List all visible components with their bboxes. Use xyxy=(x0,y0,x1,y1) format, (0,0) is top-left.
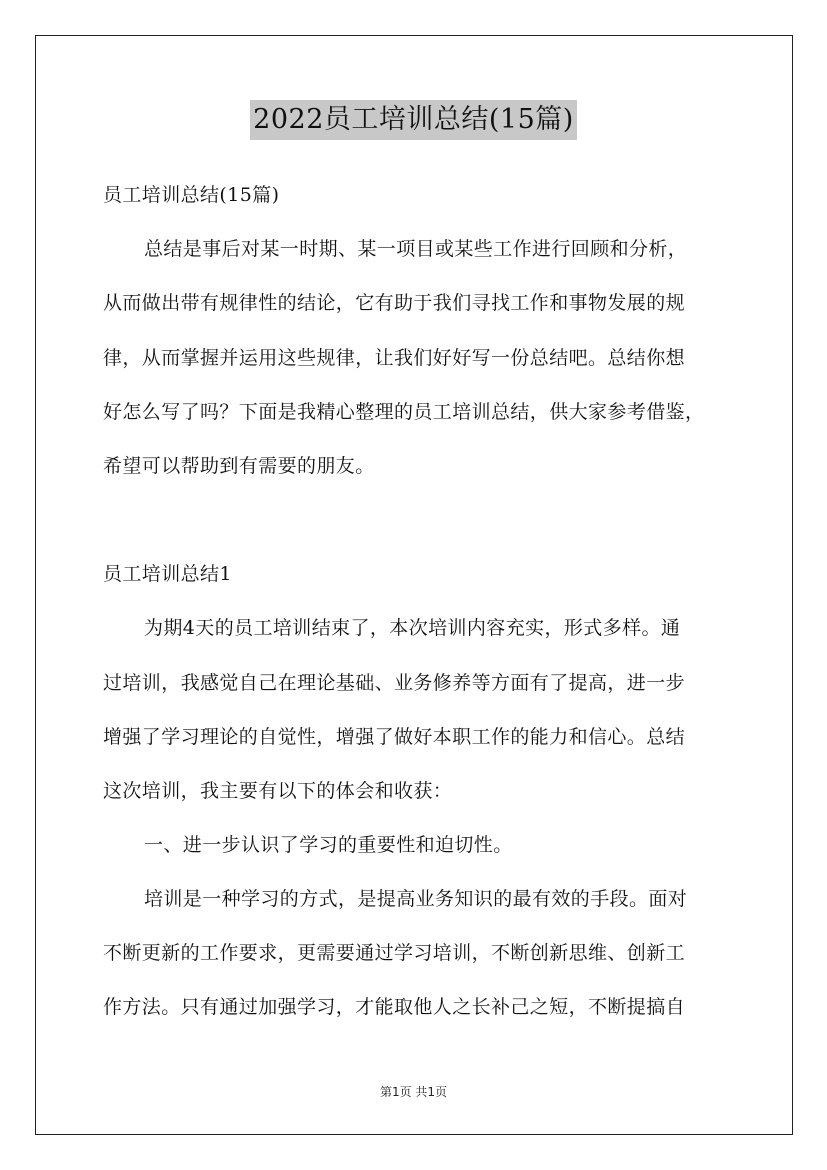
paragraph-line: 培训是一种学习的方式，是提高业务知识的最有效的手段。面对 xyxy=(144,888,688,910)
paragraph-line: 希望可以帮助到有需要的朋友。 xyxy=(103,455,375,477)
paragraph-line: 过培训，我感觉自己在理论基础、业务修养等方面有了提高，进一步 xyxy=(103,672,686,694)
paragraph-line: 作方法。只有通过加强学习，才能取他人之长补己之短，不断提搞自 xyxy=(103,996,686,1018)
paragraph-line: 为期4天的员工培训结束了，本次培训内容充实，形式多样。通 xyxy=(144,617,681,639)
paragraph-line: 总结是事后对某一时期、某一项目或某些工作进行回顾和分析， xyxy=(144,238,688,260)
page-footer: 第1页 共1页 xyxy=(379,1085,448,1099)
paragraph-line: 从而做出带有规律性的结论，它有助于我们寻找工作和事物发展的规 xyxy=(103,292,686,314)
paragraph-line: 增强了学习理论的自觉性，增强了做好本职工作的能力和信心。总结 xyxy=(103,726,686,748)
section-heading: 员工培训总结1 xyxy=(103,563,232,585)
title-container xyxy=(0,100,827,140)
subheading-line: 一、进一步认识了学习的重要性和迫切性。 xyxy=(144,834,513,856)
paragraph-line: 不断更新的工作要求，更需要通过学习培训，不断创新思维、创新工 xyxy=(103,942,686,964)
paragraph-line: 律，从而掌握并运用这些规律，让我们好好写一份总结吧。总结你想 xyxy=(103,347,686,369)
subtitle-line: 员工培训总结(15篇) xyxy=(103,184,280,206)
paragraph-line: 这次培训，我主要有以下的体会和收获： xyxy=(103,780,453,802)
paragraph-line: 好怎么写了吗？下面是我精心整理的员工培训总结，供大家参考借鉴， xyxy=(103,401,705,423)
document-title: 2022员工培训总结(15篇) xyxy=(250,100,577,140)
